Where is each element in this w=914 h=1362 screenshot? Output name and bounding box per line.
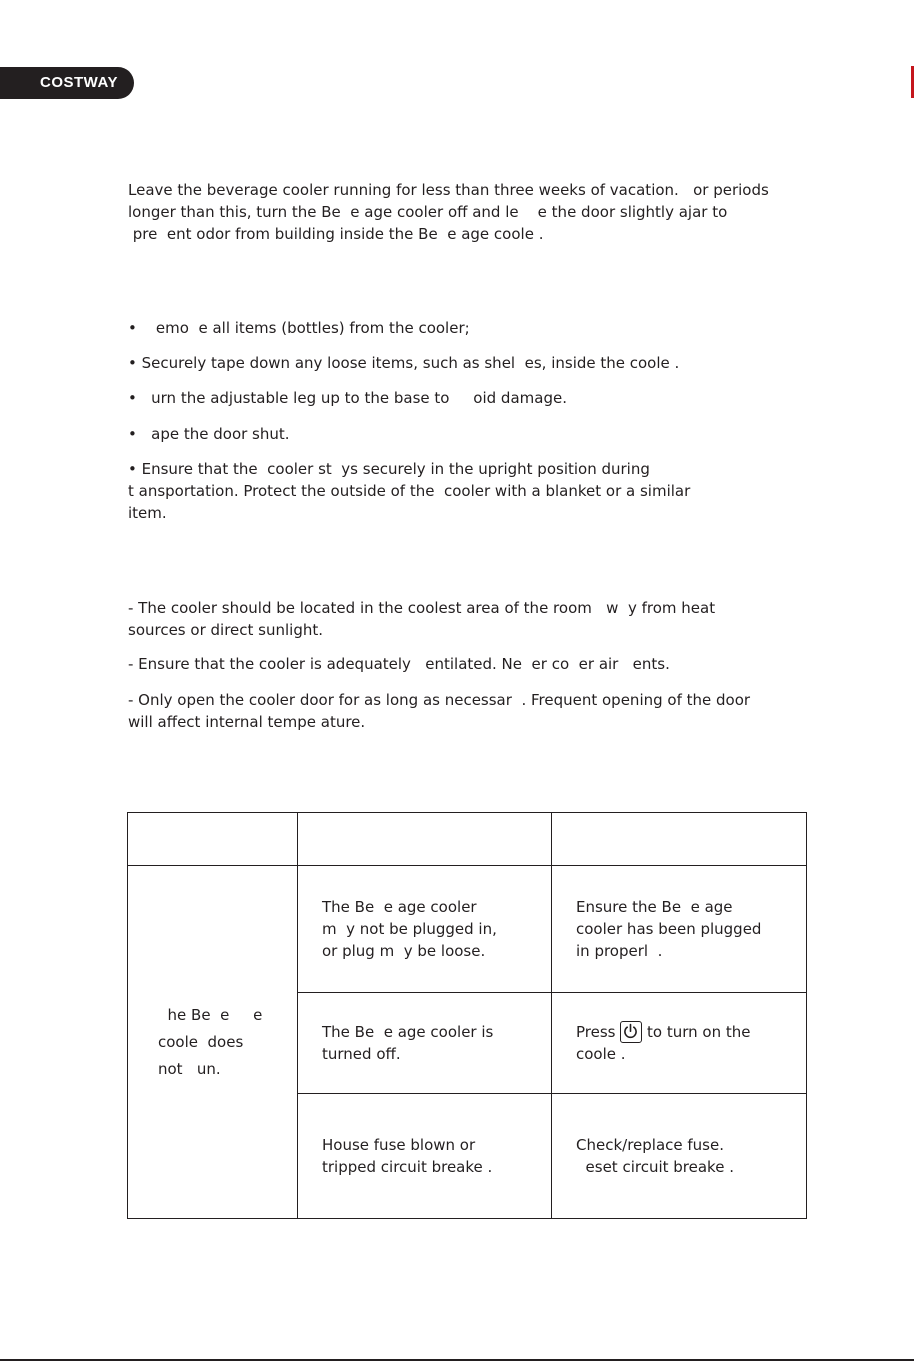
cause-cell: The Be e age cooler m y not be plugged in, or plug m y be loose. <box>298 866 552 993</box>
saving-item-2: - Ensure that the cooler is adequately entilated. Ne er co er air ents. <box>128 655 670 673</box>
solution-cell <box>552 993 807 1094</box>
cause-cell: The Be e age cooler is turned off. <box>298 993 552 1094</box>
problem-cell: he Be e e coole does not un. <box>128 866 298 1219</box>
solution-cell: Check/replace fuse. eset circuit breake . <box>552 1094 807 1219</box>
header-solution <box>552 813 807 866</box>
table-header-row <box>128 813 807 866</box>
moving-item-3: • urn the adjustable leg up to the base to oid damage. <box>128 389 567 407</box>
header-problem <box>128 813 298 866</box>
moving-item-1: • emo e all items (bottles) from the cooler; <box>128 319 470 337</box>
saving-item-1: - The cooler should be located in the coolest area of the room w y from heat sources or direct sunlight. <box>128 599 716 639</box>
moving-item-4: • ape the door shut. <box>128 425 290 443</box>
solution-text-before: Press <box>576 1023 621 1041</box>
header-cause <box>298 813 552 866</box>
solution-text-after: to turn on the coole . <box>576 1023 751 1063</box>
moving-item-2: • Securely tape down any loose items, such as shel es, inside the coole . <box>128 354 680 372</box>
saving-item-3: - Only open the cooler door for as long as necessar . Frequent opening of the door will affect internal tempe ature. <box>128 691 751 731</box>
table-row <box>128 866 807 993</box>
moving-item-5: • Ensure that the cooler st ys securely in the upright position during t ansportation. Protect the outside of the cooler with a blanket or a similar item. <box>128 460 691 522</box>
troubleshooting-table <box>127 812 807 1219</box>
vacation-paragraph: Leave the beverage cooler running for less than three weeks of vacation. or periods longer than this, turn the Be e age cooler off and le e the door slightly ajar to pre ent odor from building inside the Be e age coole . <box>128 181 769 243</box>
brand-logo: COSTWAY <box>0 67 134 99</box>
cause-cell: House fuse blown or tripped circuit breake . <box>298 1094 552 1219</box>
bottom-rule <box>0 1359 914 1361</box>
power-icon <box>620 1021 642 1043</box>
solution-cell: Ensure the Be e age cooler has been plugged in properl . <box>552 866 807 993</box>
